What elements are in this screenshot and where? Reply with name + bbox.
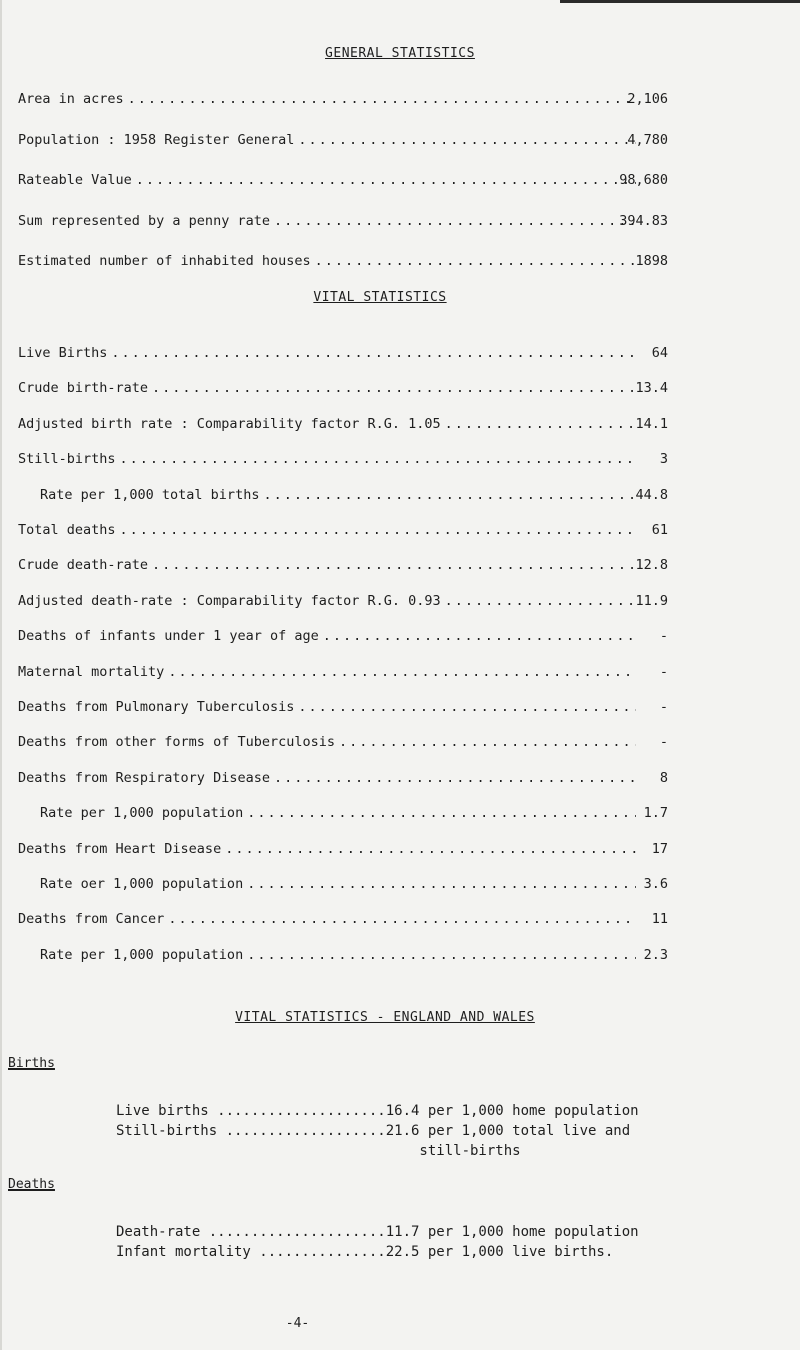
row-value: 2,106 xyxy=(627,91,668,107)
row-value: 98,680 xyxy=(619,172,668,188)
row-value: 4,780 xyxy=(627,132,668,148)
row-label: Rate per 1,000 population xyxy=(40,947,244,963)
row-value: 3 xyxy=(659,451,668,467)
row-label: Rate per 1,000 total births xyxy=(40,487,260,503)
binding-edge xyxy=(0,0,2,1350)
row-respiratory-rate xyxy=(40,805,668,821)
row-value: 13.4 xyxy=(635,380,668,396)
row-pulmonary-tb xyxy=(18,699,668,715)
row-value: 44.8 xyxy=(635,487,668,503)
row-still-births xyxy=(18,451,668,467)
row-label: Deaths from other forms of Tuberculosis xyxy=(18,734,335,750)
row-label: Deaths of infants under 1 year of age xyxy=(18,628,319,644)
row-label: Adjusted birth rate : Comparability factor R.G. 1.05 xyxy=(18,416,441,432)
row-crude-death-rate xyxy=(18,557,668,573)
row-rateable-value xyxy=(18,172,668,188)
deaths-heading: Deaths xyxy=(8,1177,55,1192)
row-value: 64 xyxy=(651,345,668,361)
row-value: - xyxy=(659,699,668,715)
row-value: 1.7 xyxy=(643,805,668,821)
england-wales-title: VITAL STATISTICS - ENGLAND AND WALES xyxy=(235,1010,535,1025)
row-area-in-acres xyxy=(18,91,668,107)
row-label: Deaths from Pulmonary Tuberculosis xyxy=(18,699,295,715)
row-cancer-rate xyxy=(40,947,668,963)
general-statistics-title: GENERAL STATISTICS xyxy=(325,46,475,61)
ew-live-births-line: Live births ....................16.4 per 1,000 home population xyxy=(116,1103,639,1119)
row-total-deaths xyxy=(18,522,668,538)
row-label: Rate per 1,000 population xyxy=(40,805,244,821)
row-crude-birth-rate xyxy=(18,380,668,396)
row-value: 3.6 xyxy=(643,876,668,892)
ew-still-births-continuation: still-births xyxy=(116,1143,521,1159)
vital-statistics-title: VITAL STATISTICS xyxy=(313,290,447,305)
row-infant-deaths xyxy=(18,628,668,644)
row-value: 1898 xyxy=(635,253,668,269)
top-edge-rule xyxy=(560,0,800,3)
row-label: Sum represented by a penny rate xyxy=(18,213,270,229)
ew-still-births-line: Still-births ...................21.6 per 1,000 total live and xyxy=(116,1123,631,1139)
row-value: - xyxy=(659,734,668,750)
row-label: Population : 1958 Register General xyxy=(18,132,295,148)
page-number: -4- xyxy=(285,1316,310,1331)
row-value: 17 xyxy=(651,841,668,857)
ew-death-rate-line: Death-rate .....................11.7 per 1,000 home population xyxy=(116,1224,639,1240)
row-value: - xyxy=(659,664,668,680)
row-label: Maternal mortality xyxy=(18,664,165,680)
row-respiratory-deaths xyxy=(18,770,668,786)
row-still-birth-rate xyxy=(40,487,668,503)
row-value: 2.3 xyxy=(643,947,668,963)
row-label: Still-births xyxy=(18,451,116,467)
row-value: - xyxy=(659,628,668,644)
row-label: Area in acres xyxy=(18,91,124,107)
row-label: Deaths from Respiratory Disease xyxy=(18,770,270,786)
row-population xyxy=(18,132,668,148)
row-label: Deaths from Heart Disease xyxy=(18,841,222,857)
row-adjusted-birth-rate xyxy=(18,416,668,432)
row-heart-deaths xyxy=(18,841,668,857)
row-value: 14.1 xyxy=(635,416,668,432)
row-label: Crude death-rate xyxy=(18,557,149,573)
row-maternal-mortality xyxy=(18,664,668,680)
row-value: 8 xyxy=(659,770,668,786)
row-value: 12.8 xyxy=(635,557,668,573)
row-value: 11 xyxy=(651,911,668,927)
row-label: Deaths from Cancer xyxy=(18,911,165,927)
births-heading: Births xyxy=(8,1056,55,1071)
row-value: 11.9 xyxy=(635,593,668,609)
row-value: 394.83 xyxy=(619,213,668,229)
row-live-births xyxy=(18,345,668,361)
row-label: Estimated number of inhabited houses xyxy=(18,253,311,269)
row-label: Crude birth-rate xyxy=(18,380,149,396)
row-label: Rateable Value xyxy=(18,172,132,188)
row-other-tb xyxy=(18,734,668,750)
row-penny-rate xyxy=(18,213,668,229)
row-value: 61 xyxy=(651,522,668,538)
row-label: Rate oer 1,000 population xyxy=(40,876,244,892)
row-inhabited-houses xyxy=(18,253,668,269)
row-cancer-deaths xyxy=(18,911,668,927)
row-heart-rate xyxy=(40,876,668,892)
row-label: Total deaths xyxy=(18,522,116,538)
row-adjusted-death-rate xyxy=(18,593,668,609)
row-label: Adjusted death-rate : Comparability factor R.G. 0.93 xyxy=(18,593,441,609)
ew-infant-mortality-line: Infant mortality ...............22.5 per 1,000 live births. xyxy=(116,1244,614,1260)
row-label: Live Births xyxy=(18,345,108,361)
